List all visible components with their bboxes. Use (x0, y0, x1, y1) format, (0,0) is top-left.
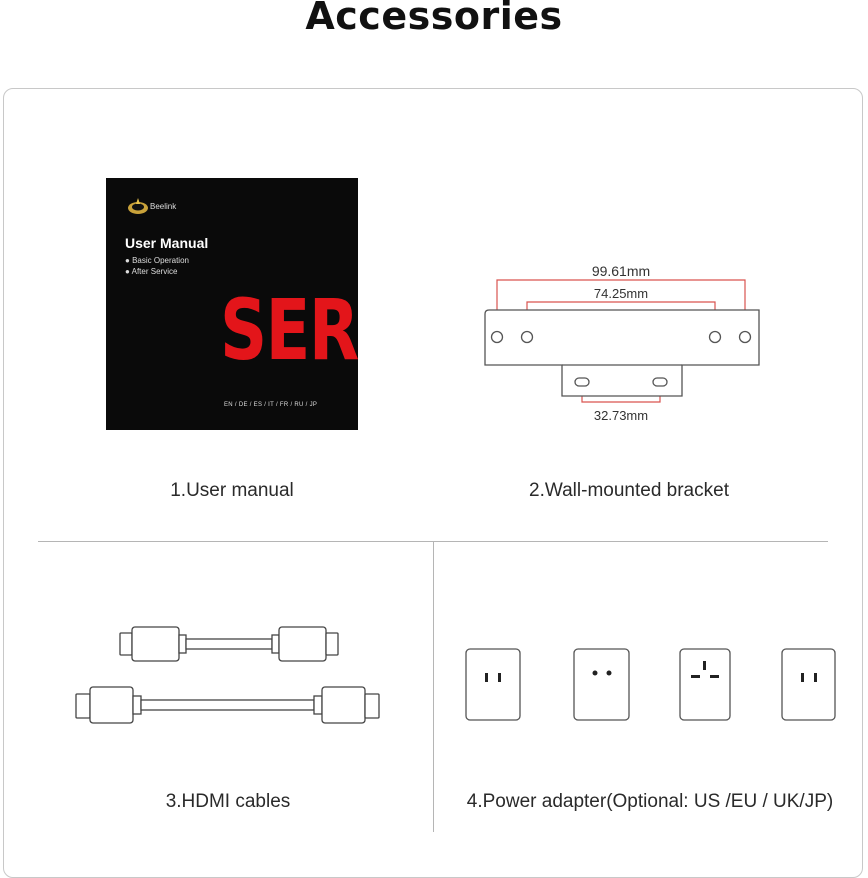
manual-languages: EN / DE / ES / IT / FR / RU / JP (224, 402, 318, 408)
hdmi-cables-image (70, 620, 390, 730)
caption-hdmi-cables: 3.HDMI cables (165, 791, 291, 812)
dim-inner-label: 74.25mm (593, 286, 649, 301)
plug-uk-icon (680, 649, 730, 720)
manual-cover-text: SER (220, 281, 358, 379)
wall-bracket-diagram (470, 255, 780, 425)
bracket-outline (485, 310, 759, 396)
vertical-divider (433, 542, 434, 832)
plug-us-icon (466, 649, 520, 720)
power-adapters-image (460, 643, 840, 728)
dim-outer-label: 99.61mm (591, 263, 651, 279)
page-title: Accessories (305, 0, 563, 38)
caption-user-manual: 1.User manual (170, 480, 294, 501)
beelink-logo-icon (126, 196, 150, 216)
user-manual-image (106, 178, 358, 430)
hole-icon (740, 332, 751, 343)
hole-icon (522, 332, 533, 343)
slot-icon (575, 378, 589, 386)
plug-eu-icon (574, 649, 629, 720)
manual-bullet-2: ● After Service (125, 267, 178, 276)
hdmi-cable-short (120, 627, 338, 661)
hdmi-cable-long (76, 687, 379, 723)
caption-wall-bracket: 2.Wall-mounted bracket (529, 480, 729, 501)
hole-icon (492, 332, 503, 343)
manual-brand: Beelink (150, 202, 177, 211)
manual-heading: User Manual (125, 235, 209, 251)
slot-icon (653, 378, 667, 386)
caption-power-adapter: 4.Power adapter(Optional: US /EU / UK/JP) (466, 791, 834, 812)
dim-tab-label: 32.73mm (593, 408, 649, 423)
plug-jp-icon (782, 649, 835, 720)
hole-icon (710, 332, 721, 343)
manual-bullet-1: ● Basic Operation (125, 256, 189, 265)
